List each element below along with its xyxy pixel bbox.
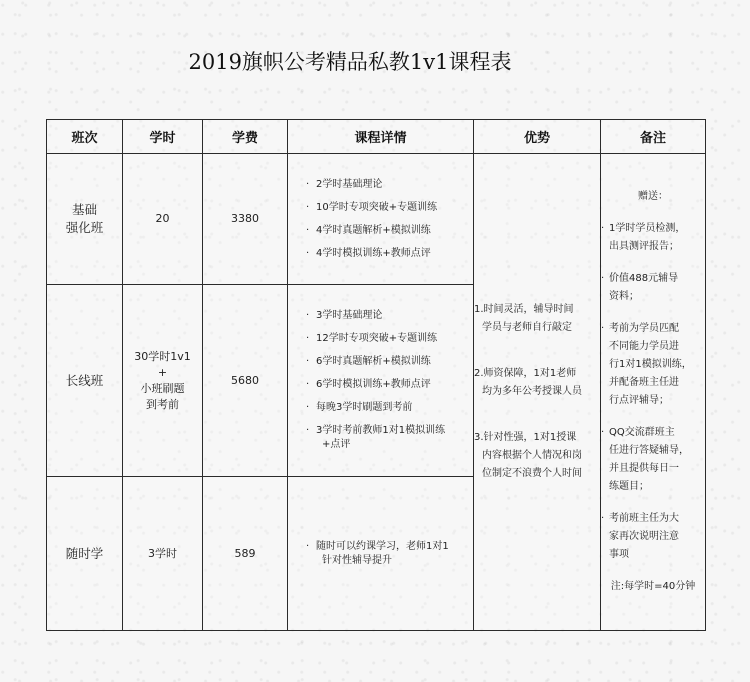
note-item: · 考前为学员匹配 不同能力学员进 行1对1模拟训练， 并配备班主任进 行点评辅导； bbox=[601, 320, 705, 410]
header-details: 课程详情 bbox=[288, 120, 474, 154]
detail-item: · 4学时模拟训练+教师点评 bbox=[310, 247, 473, 261]
notes-cell bbox=[601, 154, 706, 631]
class-name-cell bbox=[47, 285, 123, 477]
detail-item: · 4学时真题解析+模拟训练 bbox=[310, 224, 473, 238]
advantage-item: 2.师资保障，1对1老师 均为多年公考授课人员 bbox=[474, 368, 582, 397]
class-name-line: 长线班 bbox=[65, 372, 104, 388]
note-item: · 考前班主任为大 家再次说明注意 事项 bbox=[601, 510, 705, 564]
class-name-line: 强化班 bbox=[65, 220, 104, 235]
details-cell bbox=[288, 477, 474, 631]
detail-item: · 3学时考前教师1对1模拟训练 +点评 bbox=[310, 424, 473, 452]
detail-item: · 随时可以约课学习，老师1对1 针对性辅导提升 bbox=[310, 540, 473, 568]
fee-cell: 5680 bbox=[203, 285, 288, 477]
details-cell bbox=[288, 285, 474, 477]
detail-item: · 2学时基础理论 bbox=[310, 178, 473, 192]
class-name-cell bbox=[47, 154, 123, 285]
class-name-line: 随时学 bbox=[65, 545, 104, 561]
hours-line: 小班刷题 bbox=[140, 381, 185, 395]
header-fee: 学费 bbox=[203, 120, 288, 154]
hours-line: 到考前 bbox=[146, 397, 179, 411]
detail-item: · 3学时基础理论 bbox=[310, 309, 473, 323]
detail-item: · 每晚3学时刷题到考前 bbox=[310, 401, 473, 415]
table-header-row bbox=[47, 120, 706, 154]
advantage-item: 1.时间灵活，辅导时间 学员与老师自行敲定 bbox=[474, 304, 574, 333]
note-item: · 1学时学员检测， 出具测评报告； bbox=[601, 220, 705, 256]
hours-line: 20 bbox=[155, 212, 170, 225]
table-row bbox=[47, 154, 706, 285]
header-hours: 学时 bbox=[123, 120, 203, 154]
header-advantages: 优势 bbox=[474, 120, 601, 154]
hours-line: + bbox=[157, 365, 168, 379]
detail-item: · 6学时真题解析+模拟训练 bbox=[310, 355, 473, 369]
detail-item: · 12学时专项突破+专题训练 bbox=[310, 332, 473, 346]
details-cell bbox=[288, 154, 474, 285]
detail-item: · 6学时模拟训练+教师点评 bbox=[310, 378, 473, 392]
hours-cell bbox=[123, 285, 203, 477]
notes-intro: 赠送： bbox=[638, 191, 668, 202]
header-class: 班次 bbox=[47, 120, 123, 154]
class-name-cell bbox=[47, 477, 123, 631]
page-title: 2019旗帜公考精品私教1v1课程表 bbox=[188, 50, 512, 74]
hours-cell bbox=[123, 477, 203, 631]
fee-cell: 589 bbox=[203, 477, 288, 631]
advantages-cell bbox=[474, 154, 601, 631]
detail-item: · 10学时专项突破+专题训练 bbox=[310, 201, 473, 215]
hours-line: 3学时 bbox=[148, 546, 177, 560]
fee-cell: 3380 bbox=[203, 154, 288, 285]
header-notes: 备注 bbox=[601, 120, 706, 154]
advantage-item: 3.针对性强，1对1授课 内容根据个人情况和岗 位制定不浪费个人时间 bbox=[474, 432, 582, 479]
course-table bbox=[46, 119, 706, 631]
class-name-line: 基础 bbox=[71, 202, 97, 217]
note-item: · QQ交流群班主 任进行答疑辅导， 并且提供每日一 练题目； bbox=[601, 424, 705, 496]
hours-line: 30学时1v1 bbox=[134, 349, 191, 363]
notes-footer: 注:每学时=40分钟 bbox=[610, 581, 696, 592]
note-item: · 价值488元辅导 资料； bbox=[601, 270, 705, 306]
hours-cell bbox=[123, 154, 203, 285]
